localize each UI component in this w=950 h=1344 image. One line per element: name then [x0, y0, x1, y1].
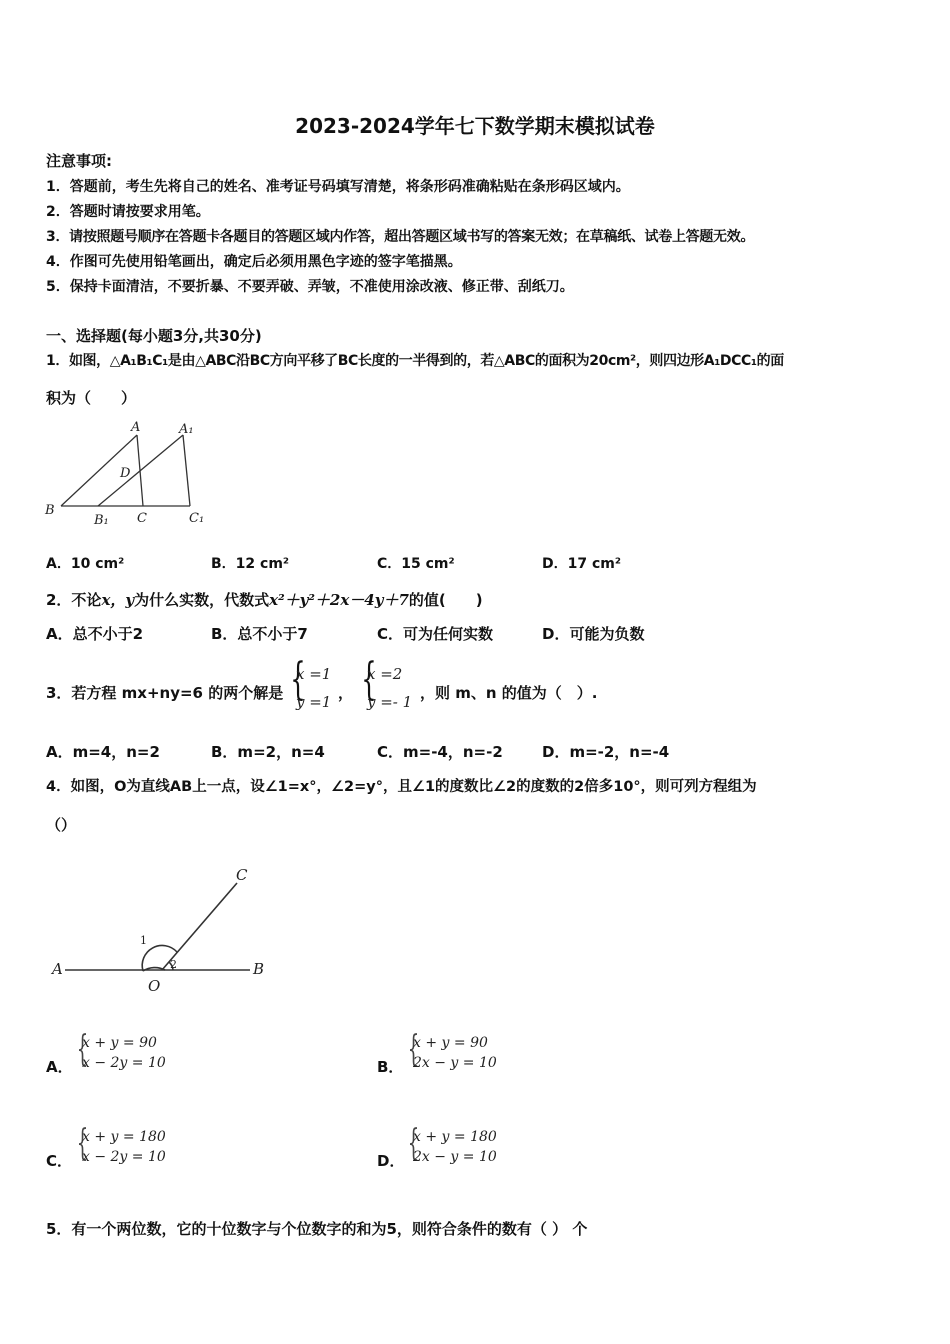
page-title: 2023-2024学年七下数学期末模拟试卷 [295, 114, 655, 138]
q4-option-a-brace: { [76, 1029, 89, 1070]
q4-option-d-eq1: x + y = 180 [413, 1129, 497, 1145]
fig1-label-A1: A₁ [179, 422, 194, 437]
fig1-label-B: B [45, 503, 55, 518]
q1-option-d[interactable]: D．17 cm² [542, 556, 621, 572]
fig1-label-A: A [131, 420, 141, 435]
fig1-label-D: D [120, 466, 131, 481]
notice-item-5: 5．保持卡面清洁，不要折暴、不要弄破、弄皱，不准使用涂改液、修正带、刮纸刀。 [46, 279, 574, 295]
q5-stem: 5．有一个两位数，它的十位数字与个位数字的和为5，则符合条件的数有（ ） 个 [46, 1220, 588, 1238]
q4-option-a-eq1: x + y = 90 [82, 1035, 157, 1051]
q4-option-b-eq2: 2x − y = 10 [413, 1055, 497, 1071]
q4-figure [45, 855, 275, 995]
q2-option-d[interactable]: D．可能为负数 [542, 625, 645, 643]
fig1-label-C: C [137, 511, 147, 526]
notice-item-1: 1．答题前，考生先将自己的姓名、准考证号码填写清楚，将条形码准确粘贴在条形码区域内。 [46, 179, 630, 195]
q3-sol1-x: x =1 [296, 665, 332, 683]
fig4-label-C: C [236, 866, 248, 884]
notice-item-3: 3．请按照题号顺序在答题卡各题目的答题区域内作答，超出答题区域书写的答案无效；在草稿纸、试卷上答题无效。 [46, 229, 755, 245]
q3-stem-a: 3．若方程 mx+ny=6 的两个解是 [46, 684, 284, 702]
q4-option-b-brace: { [407, 1029, 420, 1070]
q4-option-d-system [413, 1127, 497, 1167]
section-heading: 一、选择题(每小题3分,共30分) [46, 327, 262, 345]
q4-option-c-brace: { [76, 1123, 89, 1164]
fig4-label-1: 1 [140, 934, 147, 947]
q2-stem-c: 为什么实数，代数式 [134, 591, 270, 609]
q2-option-c[interactable]: C．可为任何实数 [377, 625, 494, 643]
q2-stem [46, 590, 483, 610]
q4-option-d-brace: { [407, 1123, 420, 1164]
q4-option-a-eq2: x − 2y = 10 [82, 1055, 166, 1071]
q2-vars: x，y [101, 591, 135, 609]
q3-option-a[interactable]: A．m=4，n=2 [46, 743, 160, 761]
q4-option-c-eq2: x − 2y = 10 [82, 1149, 166, 1165]
q1-stem-line1: 1．如图，△A₁B₁C₁是由△ABC沿BC方向平移了BC长度的一半得到的，若△ABC的面积为20cm²，则四边形A₁DCC₁的面 [46, 353, 784, 369]
q4-option-b-eq1: x + y = 90 [413, 1035, 488, 1051]
q3-option-c[interactable]: C．m=-4，n=-2 [377, 743, 503, 761]
q2-option-a[interactable]: A．总不小于2 [46, 625, 144, 643]
q2-stem-a: 2．不论 [46, 591, 102, 609]
q4-option-c-eq1: x + y = 180 [82, 1129, 166, 1145]
q4-option-a-system [82, 1033, 166, 1073]
q4-option-d-eq2: 2x − y = 10 [413, 1149, 497, 1165]
q3-brace-1: { [290, 654, 306, 705]
notice-item-2: 2．答题时请按要求用笔。 [46, 204, 210, 220]
q3-solution-2 [367, 660, 412, 716]
q4-option-b-system [413, 1033, 497, 1073]
fig4-label-2: 2 [170, 958, 177, 971]
q3-option-b[interactable]: B．m=2，n=4 [211, 743, 325, 761]
fig1-label-B1: B₁ [94, 513, 109, 528]
q4-option-a-label: A． [46, 1058, 73, 1076]
q1-option-c[interactable]: C．15 cm² [377, 556, 455, 572]
q3-sol2-y: y =- 1 [367, 693, 413, 711]
q1-stem-line2: 积为（ ） [46, 389, 137, 407]
q4-stem-line1: 4．如图，O为直线AB上一点，设∠1=x°，∠2=y°，且∠1的度数比∠2的度数的2倍多10°，则可列方程组为 [46, 779, 757, 795]
q3-sol2-x: x =2 [367, 665, 403, 683]
q1-option-a[interactable]: A．10 cm² [46, 556, 125, 572]
fig4-label-B: B [253, 960, 265, 978]
q3-option-d[interactable]: D．m=-2，n=-4 [542, 743, 670, 761]
q4-option-c-system [82, 1127, 166, 1167]
q2-stem-d: 的值( ) [408, 591, 483, 609]
notice-heading: 注意事项: [46, 152, 112, 170]
q2-option-b[interactable]: B．总不小于7 [211, 625, 308, 643]
fig4-label-O: O [148, 977, 161, 995]
q3-sol1-y: y =1 [296, 693, 332, 711]
fig1-label-C1: C₁ [189, 511, 205, 526]
q3-comma: ， [338, 684, 354, 702]
q4-option-c-label: C． [46, 1152, 73, 1170]
q1-option-b[interactable]: B．12 cm² [211, 556, 290, 572]
q2-expression: x²＋y²＋2x－4y＋7 [269, 591, 409, 609]
q4-stem-line2: （） [46, 816, 77, 834]
q4-option-b-label: B． [377, 1058, 404, 1076]
notice-item-4: 4．作图可先使用铅笔画出，确定后必须用黑色字迹的签字笔描黑。 [46, 254, 462, 270]
q4-option-d-label: D． [377, 1152, 405, 1170]
q1-figure [40, 415, 210, 530]
fig4-label-A: A [52, 960, 63, 978]
q3-stem-b: ，则 m、n 的值为（ ）. [420, 684, 598, 702]
q3-brace-2: { [361, 654, 377, 705]
q3-solution-1 [296, 660, 331, 716]
